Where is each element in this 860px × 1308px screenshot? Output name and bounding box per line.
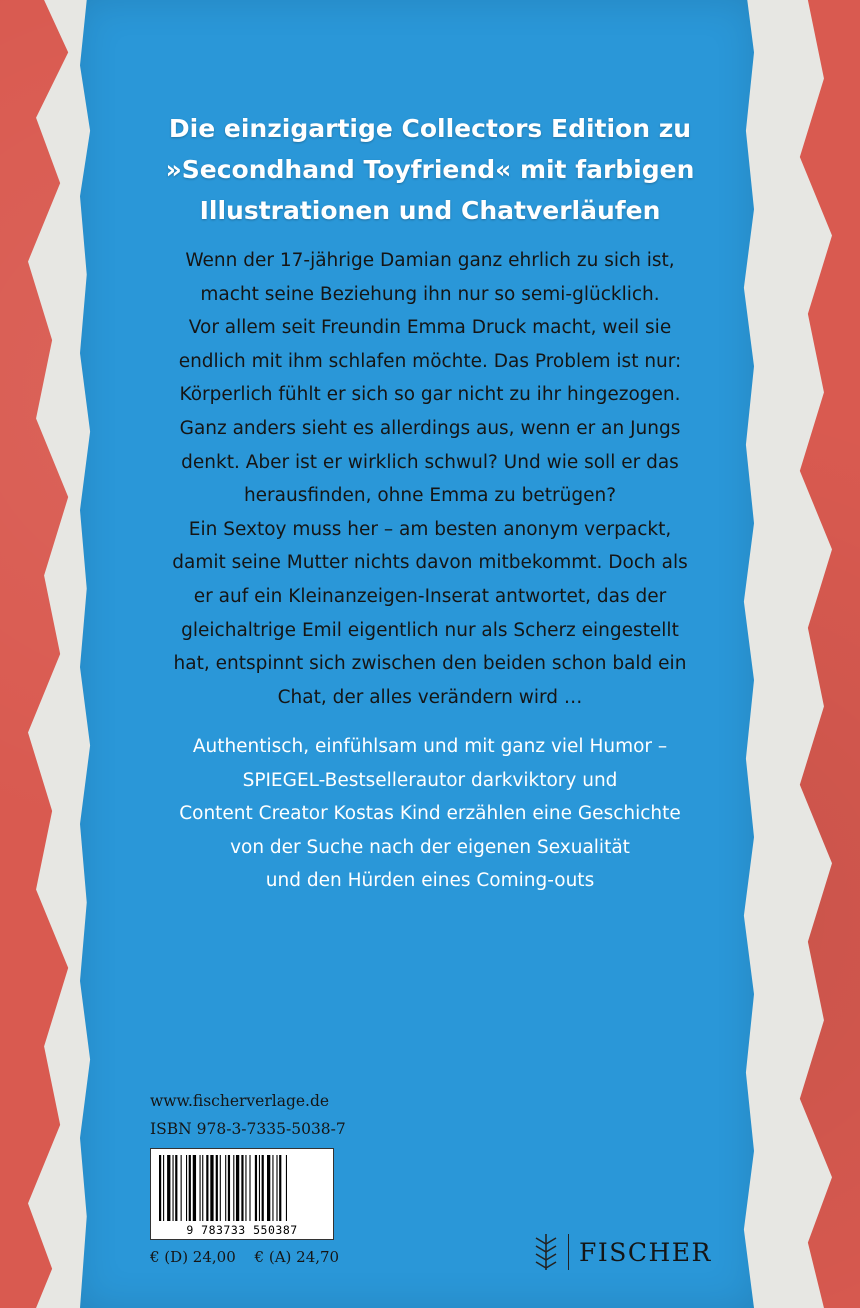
isbn: ISBN 978-3-7335-5038-7 [150, 1120, 346, 1138]
barcode-bar [225, 1155, 226, 1221]
barcode-bar [255, 1155, 257, 1221]
headline-line: Illustrationen und Chatverläufen [199, 196, 661, 225]
barcode-bar [228, 1155, 230, 1221]
barcode-bar [202, 1155, 203, 1221]
publisher-name: FISCHER [579, 1237, 712, 1267]
headline-line: »Secondhand Toyfriend« mit farbigen [165, 155, 695, 184]
synopsis-line: Vor allem seit Freundin Emma Druck macht, weil sie [188, 317, 672, 339]
publisher-divider [568, 1234, 569, 1270]
publisher-website: www.fischerverlage.de [150, 1092, 330, 1110]
blurb [100, 730, 760, 898]
barcode-bar [220, 1155, 221, 1221]
synopsis-line: damit seine Mutter nichts davon mitbekommt. Doch als [172, 552, 688, 574]
synopsis [100, 244, 760, 714]
headline [100, 108, 760, 231]
barcode-bar [163, 1155, 164, 1221]
synopsis-line: gleichaltrige Emil eigentlich nur als Scherz eingestellt [181, 619, 679, 641]
price-germany: € (D) 24,00 [150, 1248, 236, 1266]
barcode-bar [241, 1155, 243, 1221]
headline-line: Die einzigartige Collectors Edition zu [168, 114, 692, 143]
barcode-bar [276, 1155, 277, 1221]
synopsis-line: Ganz anders sieht es allerdings aus, wenn er an Jungs [179, 417, 681, 439]
barcode-bar [272, 1155, 273, 1221]
synopsis-line: hat, entspinnt sich zwischen den beiden schon bald ein [173, 653, 687, 675]
barcode [150, 1148, 334, 1240]
prices [150, 1248, 339, 1266]
barcode-bar [181, 1155, 182, 1221]
barcode-bar [259, 1155, 260, 1221]
synopsis-line: Chat, der alles verändern wird … [277, 686, 583, 708]
synopsis-line: Ein Sextoy muss her – am besten anonym verpackt, [188, 518, 672, 540]
blurb-line: und den Hürden eines Coming-outs [265, 870, 595, 892]
blurb-line: SPIEGEL-Bestsellerautor darkviktory und [242, 769, 618, 791]
barcode-bar [245, 1155, 246, 1221]
fischer-logo-icon [532, 1232, 560, 1272]
synopsis-line: endlich mit ihm schlafen möchte. Das Problem ist nur: [178, 350, 682, 372]
blurb-line: von der Suche nach der eigenen Sexualität [230, 836, 630, 858]
barcode-bar [216, 1155, 218, 1221]
synopsis-line: Wenn der 17-jährige Damian ganz ehrlich zu sich ist, [185, 250, 675, 271]
barcode-bar [267, 1155, 270, 1221]
barcode-bar [189, 1155, 191, 1221]
synopsis-line: Körperlich fühlt er sich so gar nicht zu ihr hingezogen. [179, 384, 681, 406]
barcode-bar [173, 1155, 174, 1221]
barcode-bar [193, 1155, 196, 1221]
publisher-logo [532, 1230, 712, 1274]
barcode-bar [233, 1155, 234, 1221]
barcode-bar [286, 1155, 287, 1221]
barcode-bar [167, 1155, 170, 1221]
barcode-digits: 9 783733 550387 [186, 1223, 298, 1237]
barcode-bar [206, 1155, 208, 1221]
barcode-bar [262, 1155, 264, 1221]
barcode-bars [157, 1155, 327, 1221]
barcode-bar [236, 1155, 239, 1221]
synopsis-line: herausfinden, ohne Emma zu betrügen? [243, 485, 617, 507]
synopsis-line: macht seine Beziehung ihn nur so semi-glücklich. [200, 283, 660, 305]
price-austria: € (A) 24,70 [254, 1248, 340, 1266]
blurb-line: Content Creator Kostas Kind erzählen eine Geschichte [179, 803, 681, 825]
blurb-line: Authentisch, einfühlsam und mit ganz viel Humor – [192, 736, 668, 757]
synopsis-line: denkt. Aber ist er wirklich schwul? Und wie soll er das [181, 451, 679, 473]
barcode-bar [249, 1155, 250, 1221]
barcode-bar [200, 1155, 201, 1221]
synopsis-line: er auf ein Kleinanzeigen-Inserat antwortet, das der [193, 585, 667, 607]
barcode-bar [210, 1155, 213, 1221]
barcode-bar [175, 1155, 177, 1221]
barcode-bar [279, 1155, 281, 1221]
barcode-bar [159, 1155, 161, 1221]
barcode-bar [186, 1155, 187, 1221]
